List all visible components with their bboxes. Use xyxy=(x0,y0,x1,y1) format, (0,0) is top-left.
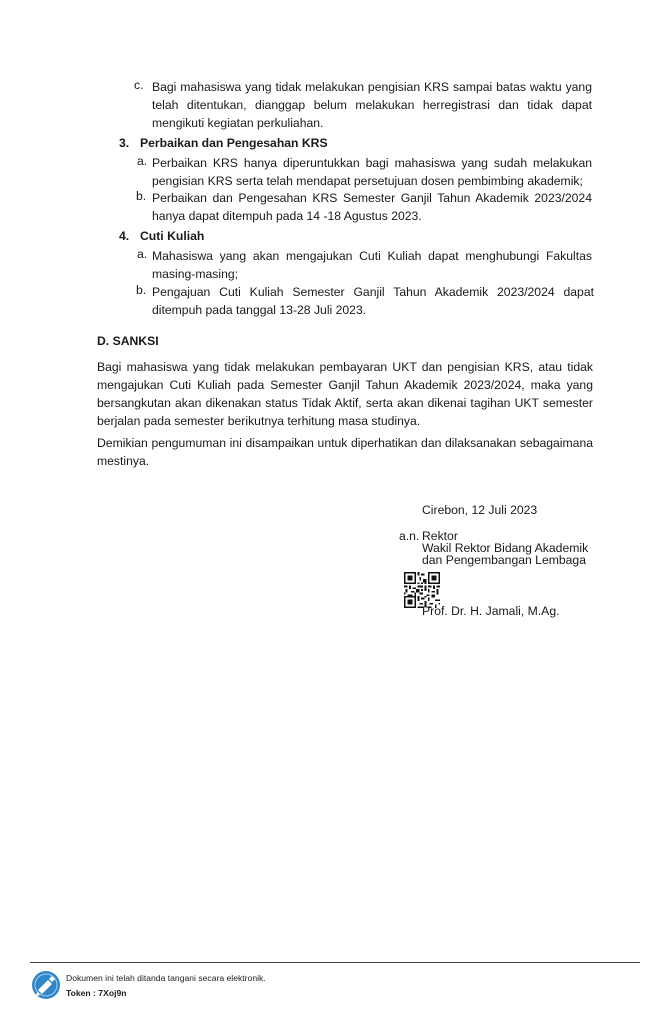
signature-position-line-2: dan Pengembangan Lembaga xyxy=(422,553,586,567)
section-d-heading: D. SANKSI xyxy=(97,334,159,348)
item-4-title: Cuti Kuliah xyxy=(140,229,205,243)
signature-qr-code xyxy=(404,572,440,608)
signature-position-line-1: Wakil Rektor Bidang Akademik xyxy=(422,541,589,555)
list-item-c-text: Bagi mahasiswa yang tidak melakukan pengisian KRS sampai batas waktu yang telah ditentukan, dianggap belum melakukan herregistrasi dan tidak dapat mengikuti kegiatan perkuliahan. xyxy=(152,80,592,130)
item-4b-text: Pengajuan Cuti Kuliah Semester Ganjil Tahun Akademik 2023/2024 dapat ditempuh pada tanggal 13-28 Juli 2023. xyxy=(152,285,594,317)
signature-an: a.n. xyxy=(399,529,420,543)
signature-rector: Rektor xyxy=(422,529,458,543)
item-4a-label: a. xyxy=(137,247,148,261)
item-3b-label: b. xyxy=(136,189,147,203)
list-label-c: c. xyxy=(134,78,144,92)
item-3b-text: Perbaikan dan Pengesahan KRS Semester Ganjil Tahun Akademik 2023/2024 hanya dapat ditempuh pada 14 -18 Agustus 2023. xyxy=(152,191,592,223)
section-d-paragraph-1: Bagi mahasiswa yang tidak melakukan pembayaran UKT dan pengisian KRS, atau tidak mengajukan Cuti Kuliah pada Semester Ganjil Tahun Akademik 2023/2024, maka yang bersangkutan akan dikenakan status Tidak Aktif, serta akan dikenai tagihan UKT semester berjalan pada semester berikutnya terhitung masa studinya. xyxy=(97,360,593,428)
esign-logo-icon xyxy=(31,970,61,1000)
item-3a-text: Perbaikan KRS hanya diperuntukkan bagi mahasiswa yang sudah melakukan pengisian KRS serta telah mendapat persetujuan dosen pembimbing akademik; xyxy=(152,156,592,188)
footer-esign-note: Dokumen ini telah ditanda tangani secara elektronik. xyxy=(66,973,266,983)
item-3a-label: a. xyxy=(137,154,148,168)
item-4b-label: b. xyxy=(136,283,147,297)
item-4-number: 4. xyxy=(119,229,130,243)
signature-place-date: Cirebon, 12 Juli 2023 xyxy=(422,503,538,517)
signature-name: Prof. Dr. H. Jamali, M.Ag. xyxy=(422,604,560,618)
footer-token: Token : 7Xoj9n xyxy=(66,988,127,998)
item-4a-text: Mahasiswa yang akan mengajukan Cuti Kuliah dapat menghubungi Fakultas masing-masing; xyxy=(152,249,592,281)
footer-divider xyxy=(30,962,640,963)
section-d-paragraph-2: Demikian pengumuman ini disampaikan untuk diperhatikan dan dilaksanakan sebagaimana mestinya. xyxy=(97,436,593,468)
item-3-number: 3. xyxy=(119,136,130,150)
item-3-title: Perbaikan dan Pengesahan KRS xyxy=(140,136,328,150)
